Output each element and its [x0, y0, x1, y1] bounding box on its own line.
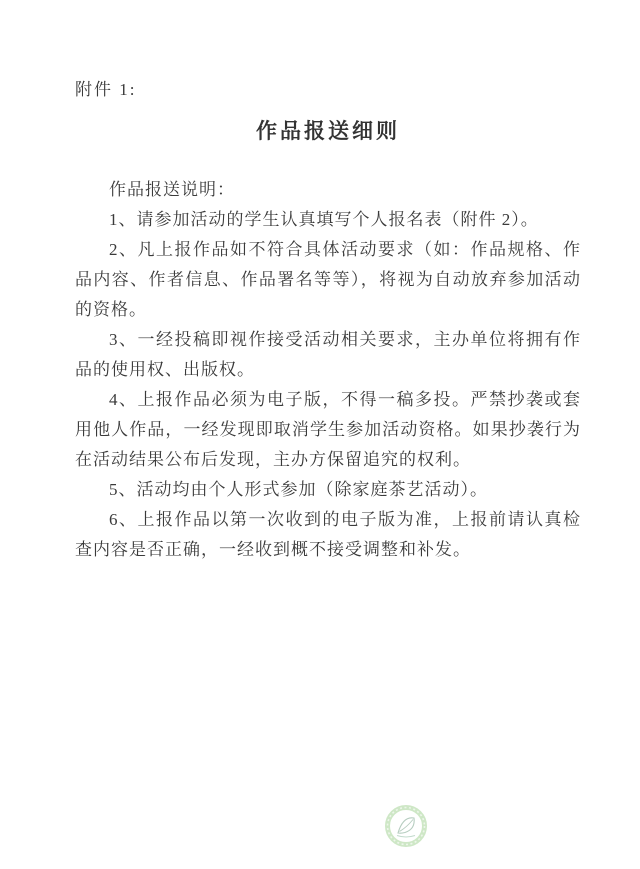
document-content: [75, 0, 581, 565]
page-title: 作品报送细则: [256, 119, 400, 143]
intro-line: 作品报送说明：: [109, 180, 235, 199]
rule-item-1: 1、请参加活动的学生认真填写个人报名表（附件 2）。: [109, 210, 539, 229]
rule-item-2: 2、凡上报作品如不符合具体活动要求（如：作品规格、作品内容、作者信息、作品署名等等），将视为自动放弃参加活动的资格。: [75, 240, 581, 319]
rule-item-4: 4、上报作品必须为电子版，不得一稿多投。严禁抄袭或套用他人作品，一经发现即取消学生参加活动资格。如果抄袭行为在活动结果公布后发现，主办方保留追究的权利。: [75, 390, 581, 469]
leaf-seal-icon: [384, 804, 428, 848]
rule-item-6: 6、上报作品以第一次收到的电子版为准，上报前请认真检查内容是否正确，一经收到概不接受调整和补发。: [75, 510, 581, 559]
attachment-label: 附件 1:: [75, 80, 137, 99]
leaf-seal-watermark: [384, 804, 428, 848]
rule-item-3: 3、一经投稿即视作接受活动相关要求，主办单位将拥有作品的使用权、出版权。: [75, 330, 581, 379]
rule-item-5: 5、活动均由个人形式参加（除家庭茶艺活动）。: [109, 480, 488, 499]
